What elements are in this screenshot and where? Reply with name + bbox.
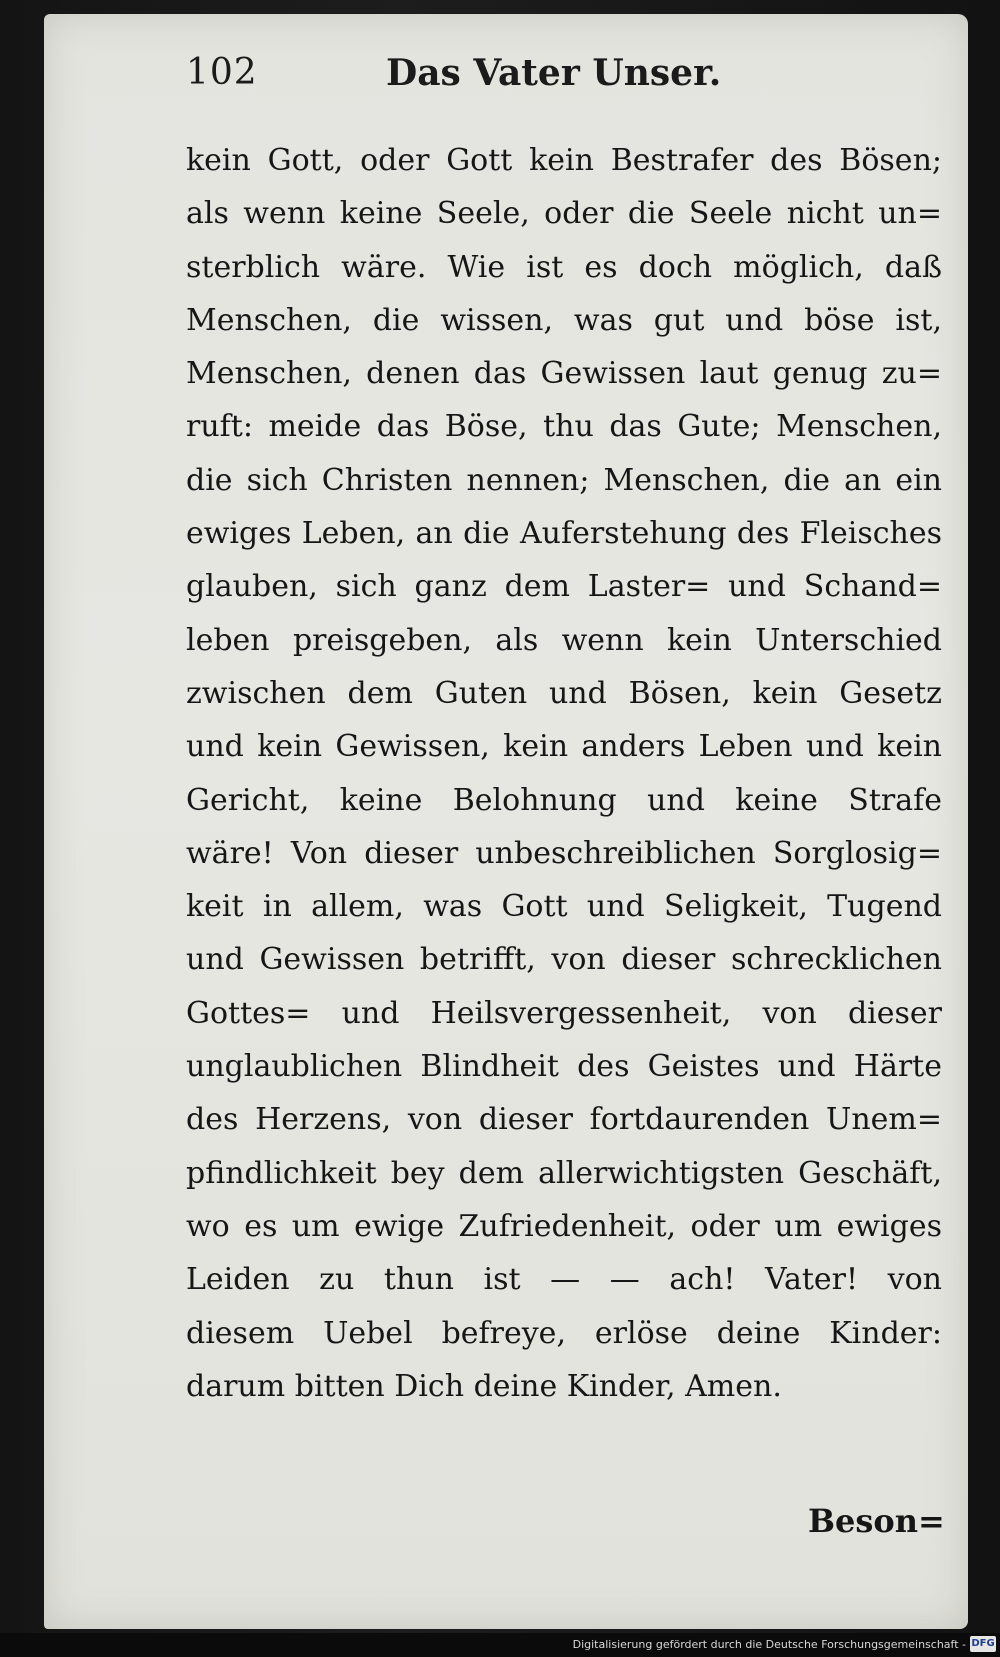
- text-line: des Herzens, von dieser fortdaurenden Unem=: [186, 1102, 942, 1138]
- text-line: und kein Gewissen, kein anders Leben und kein: [186, 729, 942, 765]
- catchword: Beson=: [808, 1502, 945, 1540]
- page-number: 102: [186, 52, 258, 93]
- text-line: darum bitten Dich deine Kinder, Amen.: [186, 1368, 782, 1404]
- text-line: ewiges Leben, an die Auferstehung des Fleisches: [186, 516, 942, 552]
- dfg-logo: DFG: [970, 1636, 996, 1652]
- body-text: [186, 134, 942, 1413]
- text-line: Gericht, keine Belohnung und keine Strafe: [186, 782, 942, 818]
- page-header: [186, 52, 746, 102]
- text-line: sterblich wäre. Wie ist es doch möglich, daß: [186, 249, 942, 285]
- text-line: Menschen, die wissen, was gut und böse ist,: [186, 302, 942, 338]
- text-line: keit in allem, was Gott und Seligkeit, Tugend: [186, 889, 942, 925]
- text-line: wo es um ewige Zufriedenheit, oder um ewiges: [186, 1208, 942, 1244]
- text-line: glauben, sich ganz dem Laster= und Schand=: [186, 569, 942, 605]
- text-line: kein Gott, oder Gott kein Bestrafer des Bösen;: [186, 143, 942, 178]
- text-line: die sich Christen nennen; Menschen, die an ein: [186, 462, 942, 498]
- dfg-credit: Digitalisierung gefördert durch die Deutsche Forschungsgemeinschaft -: [572, 1638, 966, 1651]
- text-line: wäre! Von dieser unbeschreiblichen Sorglosig=: [186, 835, 942, 871]
- text-line: ruft: meide das Böse, thu das Gute; Menschen,: [186, 409, 942, 445]
- text-line: als wenn keine Seele, oder die Seele nicht un=: [186, 196, 942, 232]
- text-line: unglaublichen Blindheit des Geistes und Härte: [186, 1049, 942, 1085]
- text-line: zwischen dem Guten und Bösen, kein Gesetz: [186, 675, 942, 711]
- text-line: Leiden zu thun ist — — ach! Vater! von: [186, 1262, 942, 1298]
- text-line: Gottes= und Heilsvergessenheit, von dieser: [186, 995, 942, 1031]
- text-line: leben preisgeben, als wenn kein Unterschied: [186, 622, 942, 658]
- text-line: pfindlichkeit bey dem allerwichtigsten Geschäft,: [186, 1155, 942, 1191]
- running-head: Das Vater Unser.: [386, 52, 722, 94]
- text-line: diesem Uebel befreye, erlöse deine Kinder:: [186, 1315, 942, 1351]
- text-line: Menschen, denen das Gewissen laut genug zu=: [186, 356, 942, 392]
- text-line: und Gewissen betrifft, von dieser schrecklichen: [186, 942, 942, 978]
